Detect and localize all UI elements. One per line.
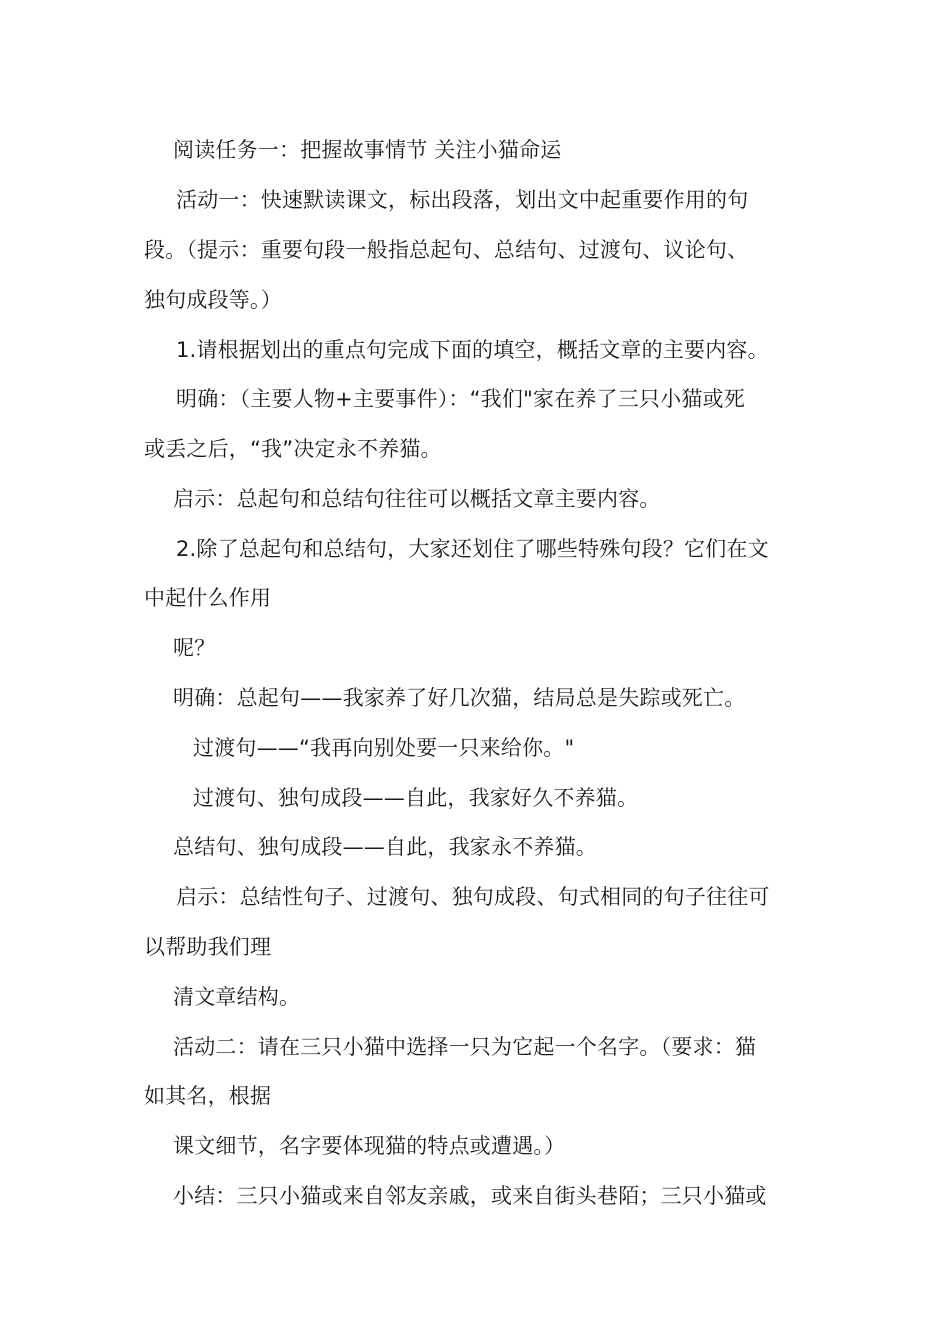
paragraph-line: 小结：三只小猫或来自邻友亲戚，或来自街头巷陌；三只小猫或 — [173, 1184, 767, 1208]
paragraph-line: 1.请根据划出的重点句完成下面的填空，概括文章的主要内容。 — [176, 338, 769, 362]
paragraph-line: 独句成段等。） — [144, 288, 282, 312]
paragraph-line: 活动一：快速默读课文，标出段落，划出文中起重要作用的句 — [176, 188, 749, 212]
paragraph-line: 中起什么作用 — [144, 586, 272, 610]
paragraph-line: 段。（提示：重要句段一般指总起句、总结句、过渡句、议论句、 — [144, 238, 749, 262]
paragraph-line: 过渡句——“我再向别处要一只来给你。" — [193, 736, 575, 760]
paragraph-line: 如其名，根据 — [144, 1084, 272, 1108]
paragraph-line: 活动二：请在三只小猫中选择一只为它起一个名字。（要求：猫 — [173, 1035, 757, 1059]
paragraph-line: 启示：总起句和总结句往往可以概括文章主要内容。 — [173, 487, 661, 511]
paragraph-line: 启示：总结性句子、过渡句、独句成段、句式相同的句子往往可 — [176, 885, 770, 909]
paragraph-line: 以帮助我们理 — [144, 935, 272, 959]
paragraph-line: 清文章结构。 — [173, 985, 301, 1009]
paragraph-line: 呢？ — [173, 636, 216, 660]
paragraph-line: 总结句、独句成段——自此，我家永不养猫。 — [173, 835, 597, 859]
paragraph-line: 明确：总起句——我家养了好几次猫，结局总是失踪或死亡。 — [173, 686, 746, 710]
paragraph-line: 课文细节，名字要体现猫的特点或遭遇。） — [173, 1134, 566, 1158]
section-heading: 阅读任务一：把握故事情节 关注小猫命运 — [173, 138, 562, 162]
paragraph-line: 明确：（主要人物+主要事件）：“我们"家在养了三只小猫或死 — [176, 387, 745, 411]
paragraph-line: 或丢之后，“我”决定永不养猫。 — [144, 437, 442, 461]
paragraph-line: 过渡句、独句成段——自此，我家好久不养猫。 — [193, 786, 639, 810]
paragraph-line: 2.除了总起句和总结句，大家还划住了哪些特殊句段？它们在文 — [176, 537, 769, 561]
